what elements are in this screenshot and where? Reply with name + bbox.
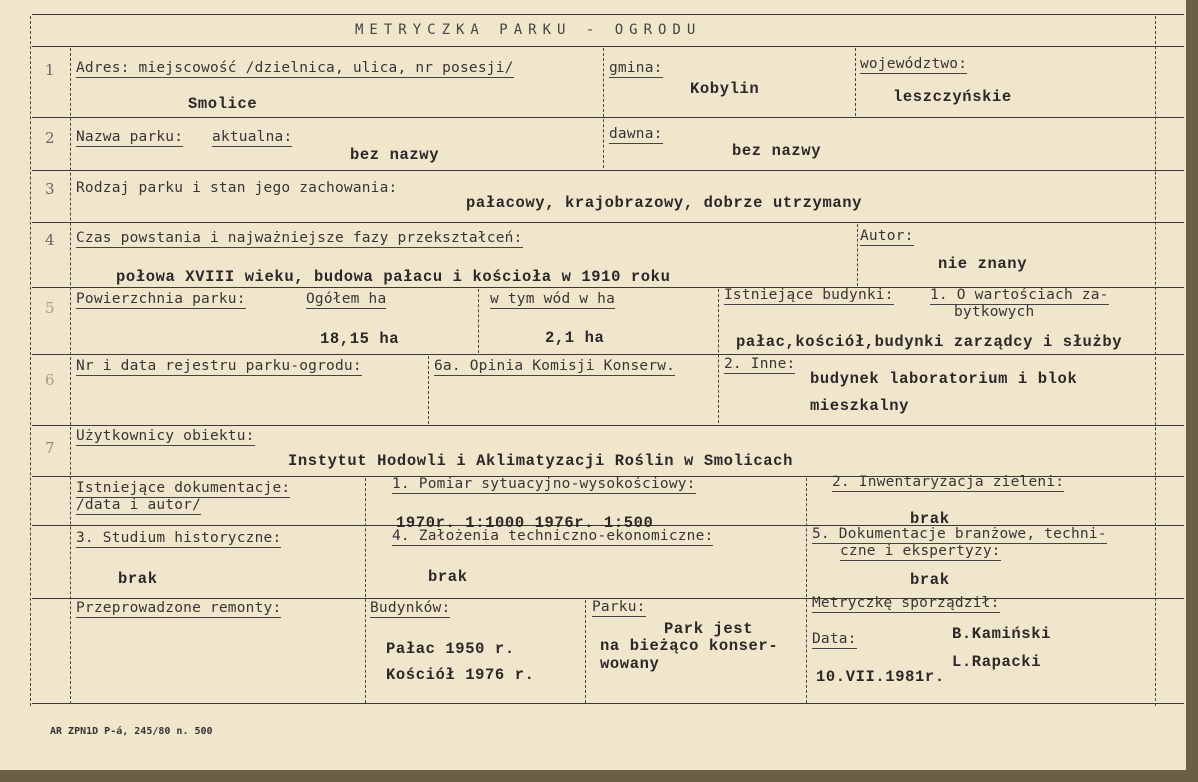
prepared-by-value: L.Rapacki bbox=[952, 653, 1042, 671]
origin-value: połowa XVIII wieku, budowa pałacu i kościoła w 1910 roku bbox=[116, 268, 671, 286]
historic-buildings-label: bytkowych bbox=[954, 304, 1035, 320]
divider bbox=[855, 48, 856, 116]
park-repairs-value: wowany bbox=[600, 655, 660, 673]
divider bbox=[365, 478, 366, 703]
historic-buildings-label: 1. O wartościach za- bbox=[930, 287, 1109, 303]
former-name-value: bez nazwy bbox=[732, 142, 822, 160]
park-repairs-value: na bieżąco konser- bbox=[600, 637, 779, 655]
divider bbox=[428, 356, 429, 424]
total-area-value: 18,15 ha bbox=[320, 330, 400, 348]
row-number: 5 bbox=[45, 299, 55, 317]
park-type-label: Rodzaj parku i stan jego zachowania: bbox=[76, 180, 398, 196]
origin-label: Czas powstania i najważniejsze fazy przekształceń: bbox=[76, 230, 523, 246]
register-label: Nr i data rejestru parku-ogrodu: bbox=[76, 358, 362, 374]
tech-econ-label: 4. Założenia techniczno-ekonomiczne: bbox=[392, 528, 714, 544]
divider bbox=[603, 48, 604, 168]
park-repairs-value: Park jest bbox=[664, 620, 754, 638]
date-label: Data: bbox=[812, 631, 857, 647]
current-name-label: aktualna: bbox=[212, 129, 293, 145]
water-area-value: 2,1 ha bbox=[545, 329, 605, 347]
card-edge-right bbox=[1186, 0, 1198, 782]
voivodeship-value: leszczyńskie bbox=[893, 88, 1012, 106]
historic-buildings-value: pałac,kościół,budynki zarządcy i służby bbox=[736, 333, 1123, 351]
building-repairs-value: Kościół 1976 r. bbox=[386, 666, 535, 684]
users-value: Instytut Hodowli i Aklimatyzacji Roślin w Smolicach bbox=[288, 452, 793, 470]
gmina-value: Kobylin bbox=[690, 80, 760, 98]
historical-study-label: 3. Studium historyczne: bbox=[76, 530, 282, 546]
repairs-label: Przeprowadzone remonty: bbox=[76, 600, 282, 616]
park-type-value: pałacowy, krajobrazowy, dobrze utrzymany bbox=[466, 194, 863, 212]
author-label: Autor: bbox=[860, 228, 914, 244]
prepared-by-label: Metryczkę sporządził: bbox=[812, 595, 1000, 611]
divider bbox=[718, 289, 719, 423]
row-number: 7 bbox=[45, 439, 55, 457]
rule bbox=[32, 354, 1184, 355]
historical-study-value: brak bbox=[118, 570, 158, 588]
branch-docs-label: czne i ekspertyzy: bbox=[840, 543, 1001, 559]
divider bbox=[857, 224, 858, 286]
branch-docs-label: 5. Dokumentacje branżowe, techni- bbox=[812, 526, 1107, 542]
row-number: 4 bbox=[45, 231, 55, 249]
commission-opinion-label: 6a. Opinia Komisji Konserw. bbox=[434, 358, 676, 374]
greenery-inventory-label: 2. Inwentaryzacja zieleni: bbox=[832, 474, 1065, 490]
address-label: Adres: miejscowość /dzielnica, ulica, nr posesji/ bbox=[76, 60, 514, 76]
branch-docs-value: brak bbox=[910, 571, 950, 589]
park-name-label: Nazwa parku: bbox=[76, 129, 184, 145]
row-number: 2 bbox=[45, 129, 55, 147]
date-value: 10.VII.1981r. bbox=[816, 668, 945, 686]
rule bbox=[32, 14, 1184, 15]
rule bbox=[32, 170, 1184, 171]
divider bbox=[30, 16, 31, 706]
total-area-label: Ogółem ha bbox=[306, 291, 387, 307]
gmina-label: gmina: bbox=[609, 60, 663, 76]
existing-buildings-label: Istniejące budynki: bbox=[724, 287, 894, 303]
prepared-by-value: B.Kamiński bbox=[952, 625, 1052, 643]
rule bbox=[32, 46, 1184, 47]
author-value: nie znany bbox=[938, 255, 1028, 273]
rule bbox=[32, 222, 1184, 223]
park-repairs-label: Parku: bbox=[592, 599, 646, 615]
building-repairs-label: Budynków: bbox=[370, 600, 451, 616]
divider bbox=[1155, 16, 1156, 706]
row-number: 1 bbox=[45, 61, 55, 79]
voivodeship-label: województwo: bbox=[860, 56, 968, 72]
former-name-label: dawna: bbox=[609, 126, 663, 142]
card-title: METRYCZKA PARKU - OGRODU bbox=[355, 22, 702, 38]
card-edge-bottom bbox=[0, 770, 1198, 782]
survey-label: 1. Pomiar sytuacyjno-wysokościowy: bbox=[392, 476, 696, 492]
other-buildings-value: mieszkalny bbox=[810, 397, 910, 415]
building-repairs-value: Pałac 1950 r. bbox=[386, 640, 515, 658]
divider bbox=[585, 600, 586, 703]
rule bbox=[32, 425, 1184, 426]
water-area-label: w tym wód w ha bbox=[490, 291, 616, 307]
rule bbox=[32, 703, 1184, 704]
row-number: 6 bbox=[45, 371, 55, 389]
address-value: Smolice bbox=[188, 95, 258, 113]
survey-value: 1970r. 1:1000 1976r. 1:500 bbox=[396, 514, 654, 532]
other-buildings-label: 2. Inne: bbox=[724, 356, 796, 372]
tech-econ-value: brak bbox=[428, 568, 468, 586]
divider bbox=[806, 478, 807, 703]
rule bbox=[32, 117, 1184, 118]
existing-docs-label: /data i autor/ bbox=[76, 497, 202, 513]
greenery-inventory-value: brak bbox=[910, 510, 950, 528]
divider bbox=[70, 48, 71, 704]
existing-docs-label: Istniejące dokumentacje: bbox=[76, 480, 291, 496]
current-name-value: bez nazwy bbox=[350, 146, 440, 164]
area-label: Powierzchnia parku: bbox=[76, 291, 246, 307]
divider bbox=[478, 289, 479, 353]
row-number: 3 bbox=[45, 180, 55, 198]
users-label: Użytkownicy obiektu: bbox=[76, 428, 255, 444]
other-buildings-value: budynek laboratorium i blok bbox=[810, 370, 1078, 388]
print-code: AR ZPN1D P-á, 245/80 n. 500 bbox=[50, 726, 213, 737]
